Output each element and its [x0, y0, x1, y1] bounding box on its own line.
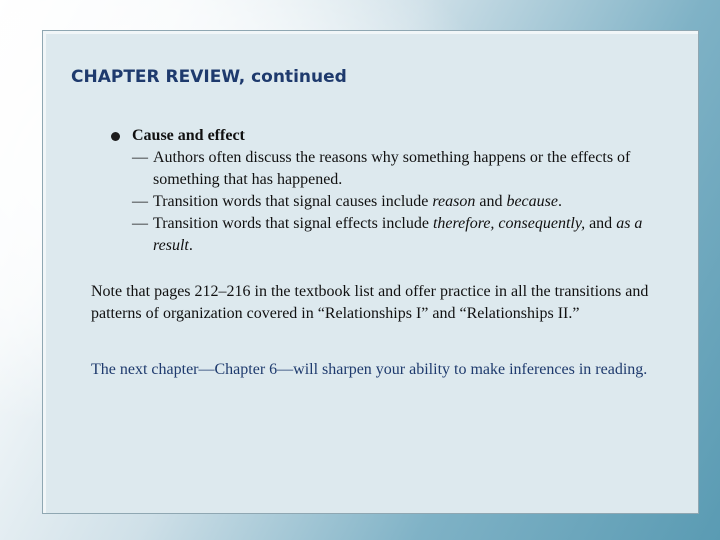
sub-item-effects [132, 213, 671, 257]
textbook-note: Note that pages 212–216 in the textbook list and offer practice in all the transitions and patterns of organization covered in “Relationships I” and “Relationships II.” [91, 283, 649, 322]
term-therefore-consequently: therefore, consequently, [432, 215, 586, 232]
slide-panel [42, 30, 699, 514]
sub-item-prefix: Transition words that signal causes include [153, 193, 433, 210]
sub-item-suffix: . [188, 237, 193, 254]
term-because: because [506, 193, 558, 210]
sub-item-suffix: . [557, 193, 562, 210]
slide-title: CHAPTER REVIEW, continued [71, 67, 347, 87]
dash-glyph: — [132, 149, 148, 166]
sub-item-text: Authors often discuss the reasons why something happens or the effects of something that has happened. [153, 149, 631, 188]
bullet-heading-text: Cause and effect [132, 127, 245, 144]
sub-item-prefix: Transition words that signal effects include [153, 215, 433, 232]
sub-item-reasons [132, 147, 671, 191]
bullet-heading [111, 125, 671, 147]
dash-glyph: — [132, 215, 148, 232]
cause-effect-bullet [111, 125, 671, 257]
dash-glyph: — [132, 193, 148, 210]
term-reason: reason [432, 193, 476, 210]
bullet-dot-icon [111, 132, 120, 141]
term-as-a-result: as a result [153, 215, 643, 254]
sub-item-middle: and [475, 193, 507, 210]
next-chapter-preview: The next chapter—Chapter 6—will sharpen your ability to make inferences in reading. [91, 361, 648, 378]
sub-item-middle: and [585, 215, 617, 232]
sub-item-causes [132, 191, 671, 213]
